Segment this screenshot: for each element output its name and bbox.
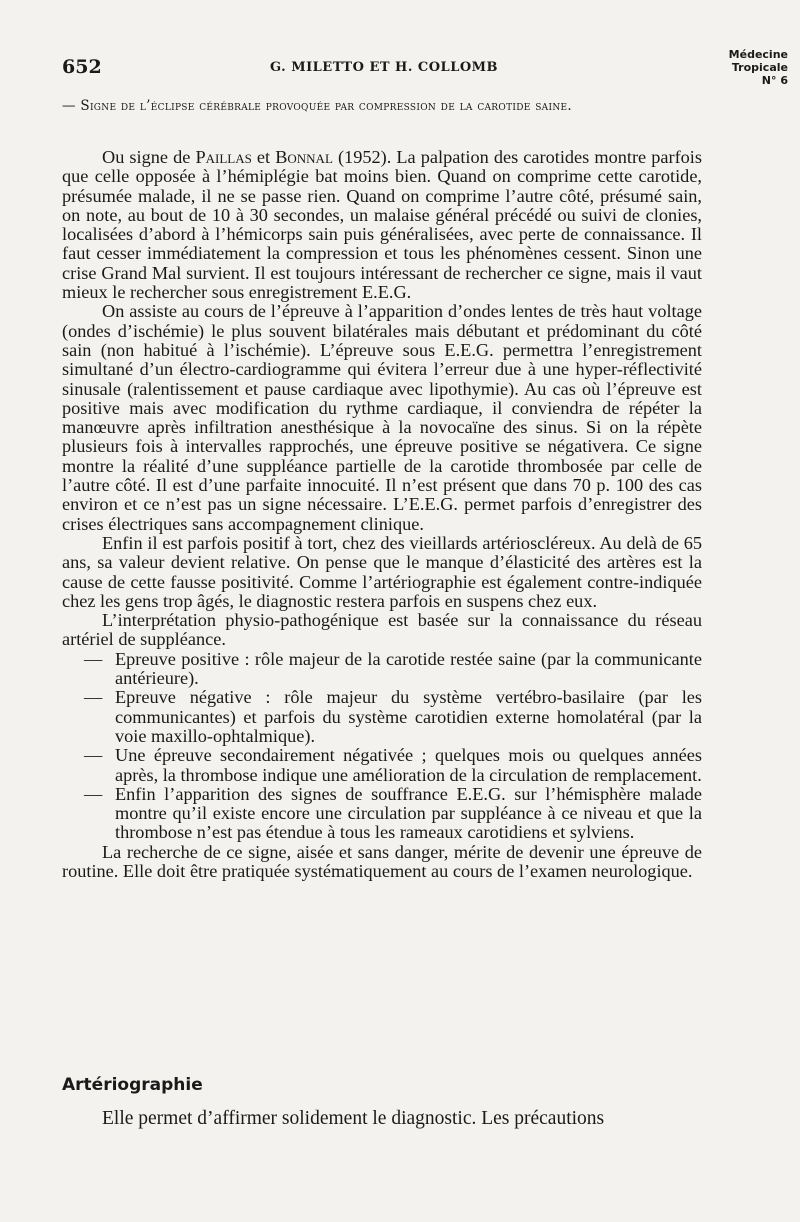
paragraph-2: On assiste au cours de l’épreuve à l’apparition d’ondes lentes de très haut voltage (ondes d’ischémie) le plus souvent bilatérales mais débutant et prédominant du côté sain (non habitué à l’ischémie). L’épreuve sous E.E.G. permettra l’enregistrement simultané d’un électro-cardiogramme qui évitera l’erreur due à une hyper-réflectivité sinusale (ralentissement et pause cardiaque avec lipothymie). Au cas où l’épreuve est positive mais avec modification du rythme cardiaque, il conviendra de répéter la manœuvre après infiltration anesthésique à la novocaïne des sinus. Si on la répète plusieurs fois à intervalles rapprochés, une épreuve positive se négativera. Ce signe montre la réalité d’une suppléance partielle de la carotide thrombosée par celle de l’autre côté. Il est d’une parfaite innocuité. Il n’est présent que dans 70 p. 100 des cas environ et ce n’est pas un signe nécessaire. L’E.E.G. permet parfois d’enregistrer des crises électriques sans accompagnement clinique. — [62, 301, 702, 534]
subheading-arteriographie: Artériographie — [62, 1075, 203, 1095]
paragraph-1 — [62, 148, 702, 302]
journal-subname: Tropicale — [731, 61, 788, 74]
journal-mark — [729, 48, 788, 87]
paragraph-4: L’interprétation physio-pathogénique est basée sur la connaissance du réseau artériel de suppléance. — [62, 610, 702, 650]
paragraph-3: Enfin il est parfois positif à tort, chez des vieillards artérioscléreux. Au delà de 65 ans, sa valeur devient relative. On pense que le manque d’élasticité des artères est la cause de cette fausse positivité. Comme l’artériographie est également contre-indiquée chez les gens trop âgés, le diagnostic restera parfois en suspens chez eux. — [62, 532, 702, 611]
list-item-text: Epreuve négative : rôle majeur du système vertébro-basilaire (par les communicantes) et parfois du système carotidien externe homolatéral (par la voie maxillo-ophtalmique). — [115, 687, 702, 746]
author-bonnal: Bonnal — [275, 147, 333, 167]
body-text — [62, 148, 702, 881]
journal-name: Médecine — [728, 48, 788, 61]
paragraph-1-lead: Ou signe de — [102, 147, 196, 167]
author-paillas: Paillas — [195, 147, 252, 167]
list-item-text: Enfin l’apparition des signes de souffrance E.E.G. sur l’hémisphère malade montre qu’il existe encore une circulation par suppléance à ce niveau et que la thrombose n’est pas étendue à tous les rameaux carotidiens et sylviens. — [115, 783, 702, 843]
list-item — [62, 746, 702, 785]
list-dash: — — [84, 745, 103, 766]
list-item — [62, 785, 702, 843]
paragraph-1-rest: (1952). La palpation des carotides montre parfois que celle opposée à l’hémiplégie bat moins bien. Quand on comprime cette carotide, présumée malade, il ne se passe rien. Quand on comprime l’autre côté, présumé sain, on note, au bout de 10 à 30 secondes, un malaise général précédé ou suivi de clonies, localisées d’abord à l’hémicorps sain puis généralisées, avec perte de connaissance. Il faut cesser immédiatement la compression et tous les phénomènes cessent. Sinon une crise Grand Mal survient. Il est toujours intéressant de rechercher ce signe, mais il vaut mieux le rechercher sous enregistrement E.E.G. — [62, 147, 702, 303]
list-item-text: Une épreuve secondairement négativée ; quelques mois ou quelques années après, la thrombose indique une amélioration de la circulation de remplacement. — [115, 745, 702, 785]
list-dash: — — [84, 687, 103, 708]
list-item — [62, 688, 702, 746]
journal-issue: N° 6 — [761, 74, 788, 87]
section-title: — Signe de l’éclipse cérébrale provoquée par compression de la carotide saine. — [62, 98, 572, 114]
paragraph-5: La recherche de ce signe, aisée et sans danger, mérite de devenir une épreuve de routine. Elle doit être pratiquée systématiquement au cours de l’examen neurologique. — [62, 841, 702, 881]
interpretation-list — [62, 650, 702, 843]
list-dash: — — [84, 783, 103, 804]
paragraph-6: Elle permet d’affirmer solidement le diagnostic. Les précautions — [102, 1108, 605, 1129]
page-number: 652 — [62, 56, 102, 78]
list-item — [62, 650, 702, 689]
list-item-text: Epreuve positive : rôle majeur de la carotide restée saine (par la communicante antérieure). — [115, 648, 702, 689]
list-dash: — — [84, 648, 103, 669]
paragraph-1-connector: et — [251, 147, 276, 167]
running-head: G. MILETTO ET H. COLLOMB — [270, 60, 499, 75]
